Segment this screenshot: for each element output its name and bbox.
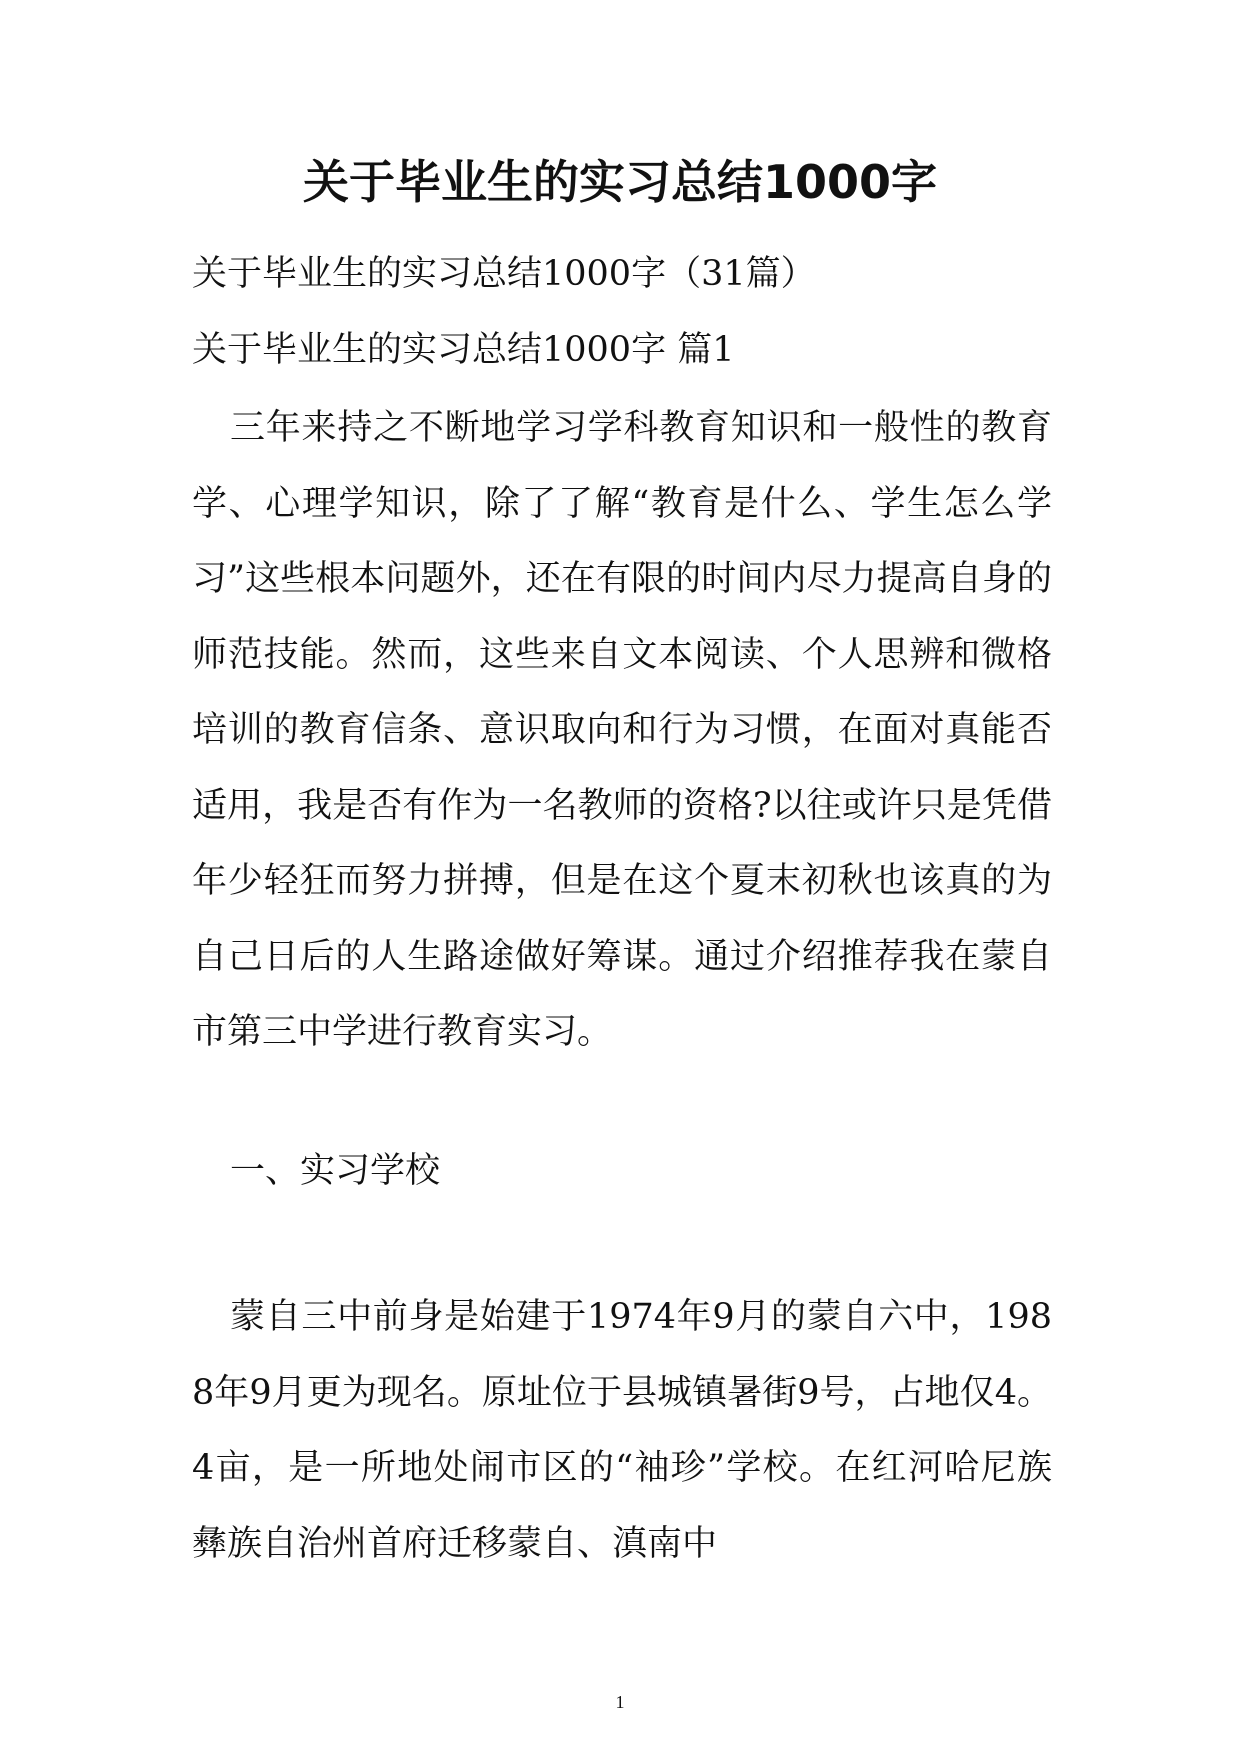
- article-heading: 关于毕业生的实习总结1000字 篇1: [192, 330, 735, 370]
- paragraph-school: 蒙自三中前身是始建于1974年9月的蒙自六中，1988年9月更为现名。原址位于县城镇暑街9号，占地仅4。4亩，是一所地处闹市区的“袖珍”学校。在红河哈尼族彝族自治州首府迁移蒙自、滇南中: [192, 1297, 1052, 1564]
- document-title: 关于毕业生的实习总结1000字: [302, 155, 938, 209]
- document-subtitle: 关于毕业生的实习总结1000字（31篇）: [192, 254, 816, 294]
- page-number: 1: [615, 1692, 625, 1712]
- paragraph-intro: 三年来持之不断地学习学科教育知识和一般性的教育学、心理学知识，除了了解“教育是什么、学生怎么学习”这些根本问题外，还在有限的时间内尽力提高自身的师范技能。然而，这些来自文本阅读、个人思辨和微格培训的教育信条、意识取向和行为习惯，在面对真能否适用，我是否有作为一名教师的资格?以往或许只是凭借年少轻狂而努力拼搏，但是在这个夏末初秋也该真的为自己日后的人生路途做好筹谋。通过介绍推荐我在蒙自市第三中学进行教育实习。: [192, 408, 1052, 1052]
- section-heading: 一、实习学校: [230, 1151, 441, 1191]
